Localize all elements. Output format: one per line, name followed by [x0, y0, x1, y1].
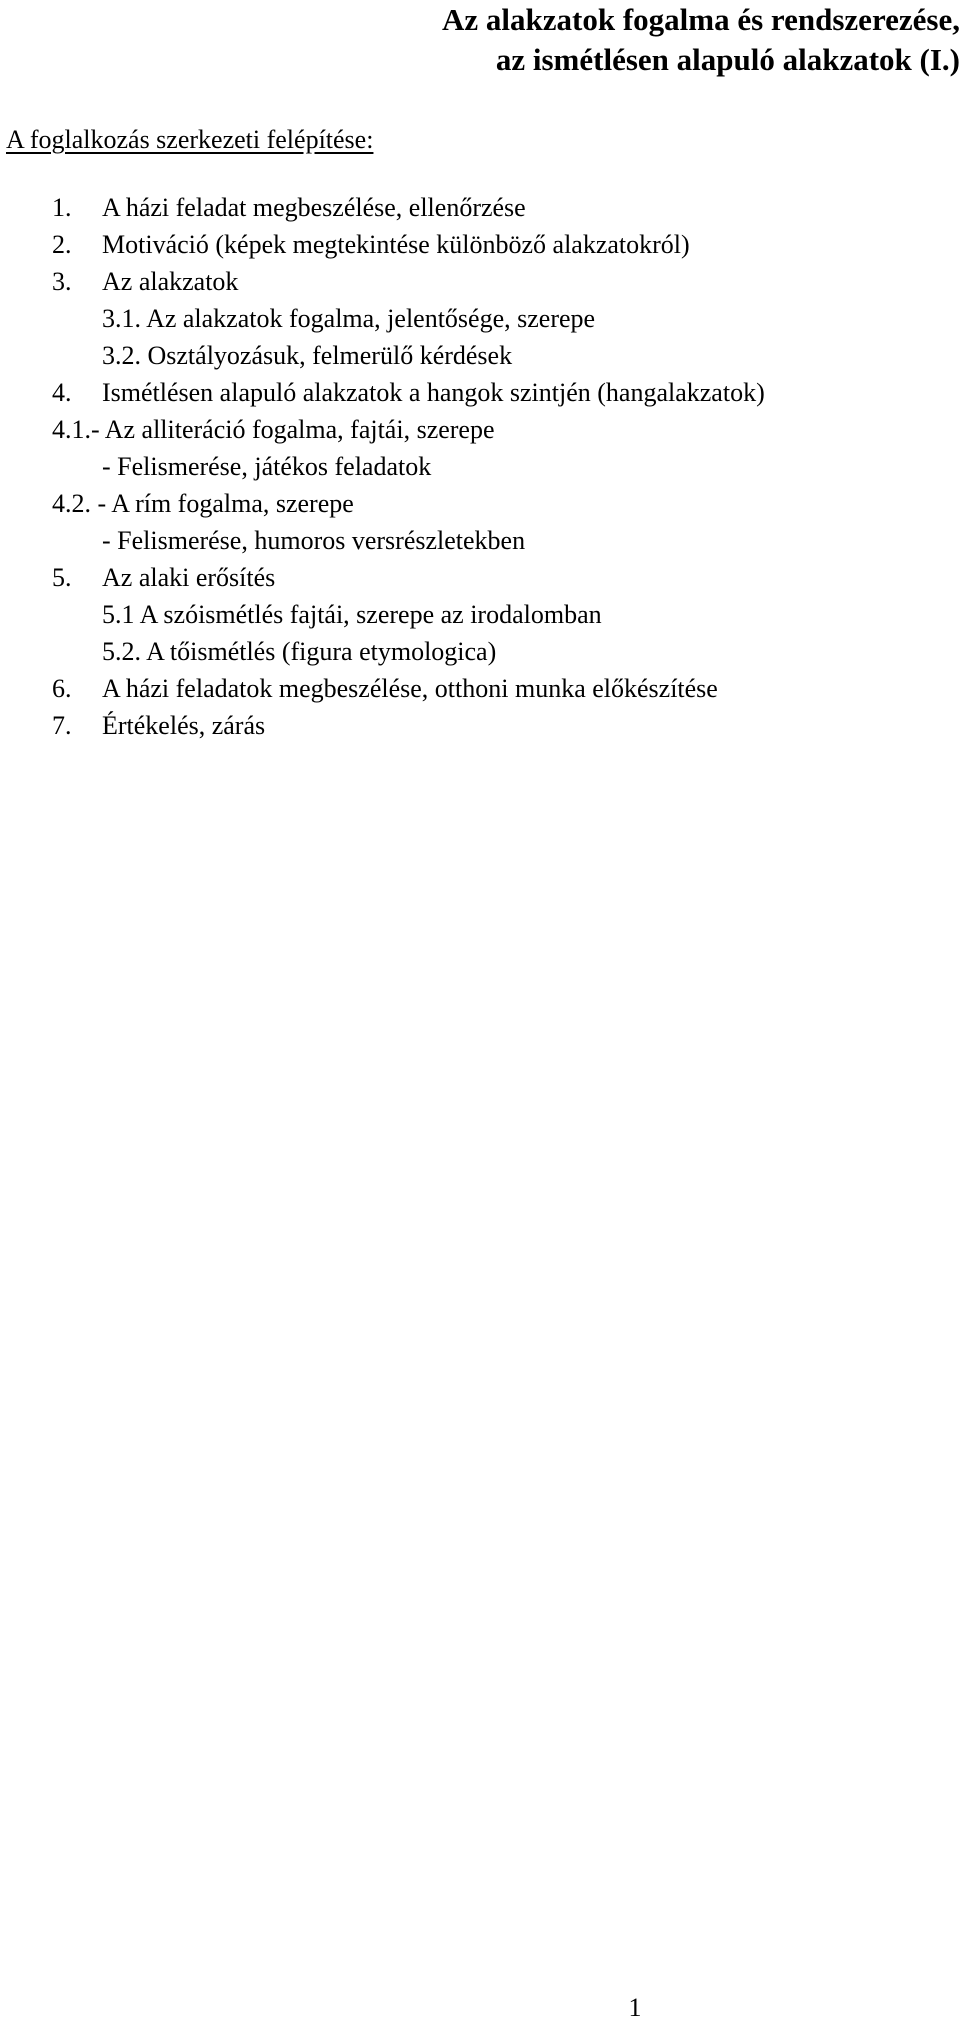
outline-subitem-3-2: 3.2. Osztályozásuk, felmerülő kérdések — [102, 341, 513, 370]
outline-subitem-4-2-detail: - Felismerése, humoros versrészletekben — [102, 526, 526, 555]
item-number: 2. — [52, 230, 72, 259]
outline-item-7 — [52, 710, 265, 742]
outline-item-4 — [52, 377, 765, 409]
item-number: 7. — [52, 711, 72, 740]
item-number: 3. — [52, 267, 72, 296]
item-text: Motiváció (képek megtekintése különböző alakzatokról) — [102, 230, 690, 259]
outline-subitem-4-1-detail: - Felismerése, játékos feladatok — [102, 452, 432, 481]
title-line-1: Az alakzatok fogalma és rendszerezése, — [442, 2, 960, 37]
document-title — [300, 0, 960, 80]
section-heading: A foglalkozás szerkezeti felépítése: — [6, 125, 374, 154]
item-number: 5. — [52, 563, 72, 592]
outline-subitem-3-1: 3.1. Az alakzatok fogalma, jelentősége, szerepe — [102, 304, 596, 333]
item-text: Az alaki erősítés — [102, 563, 276, 592]
item-text: Az alakzatok — [102, 267, 239, 296]
item-number: 4. — [52, 378, 72, 407]
page-number: 1 — [628, 1993, 642, 2022]
item-number: 6. — [52, 674, 72, 703]
outline-item-3 — [52, 266, 238, 298]
item-text: Értékelés, zárás — [102, 711, 266, 740]
title-line-2: az ismétlésen alapuló alakzatok (I.) — [495, 42, 960, 77]
item-text: A házi feladatok megbeszélése, otthoni munka előkészítése — [102, 674, 718, 703]
item-text: A házi feladat megbeszélése, ellenőrzése — [102, 193, 526, 222]
item-number: 1. — [52, 193, 72, 222]
outline-subitem-4-1: 4.1.- Az alliteráció fogalma, fajtái, szerepe — [52, 415, 495, 444]
outline-item-6 — [52, 673, 718, 705]
outline-subitem-5-1: 5.1 A szóismétlés fajtái, szerepe az irodalomban — [102, 600, 602, 629]
outline-item-1 — [52, 192, 526, 224]
outline-subitem-4-2: 4.2. - A rím fogalma, szerepe — [52, 489, 354, 518]
outline-subitem-5-2: 5.2. A tőismétlés (figura etymologica) — [102, 637, 497, 666]
item-text: Ismétlésen alapuló alakzatok a hangok szintjén (hangalakzatok) — [102, 378, 765, 407]
outline-item-2 — [52, 229, 690, 261]
outline-item-5 — [52, 562, 275, 594]
